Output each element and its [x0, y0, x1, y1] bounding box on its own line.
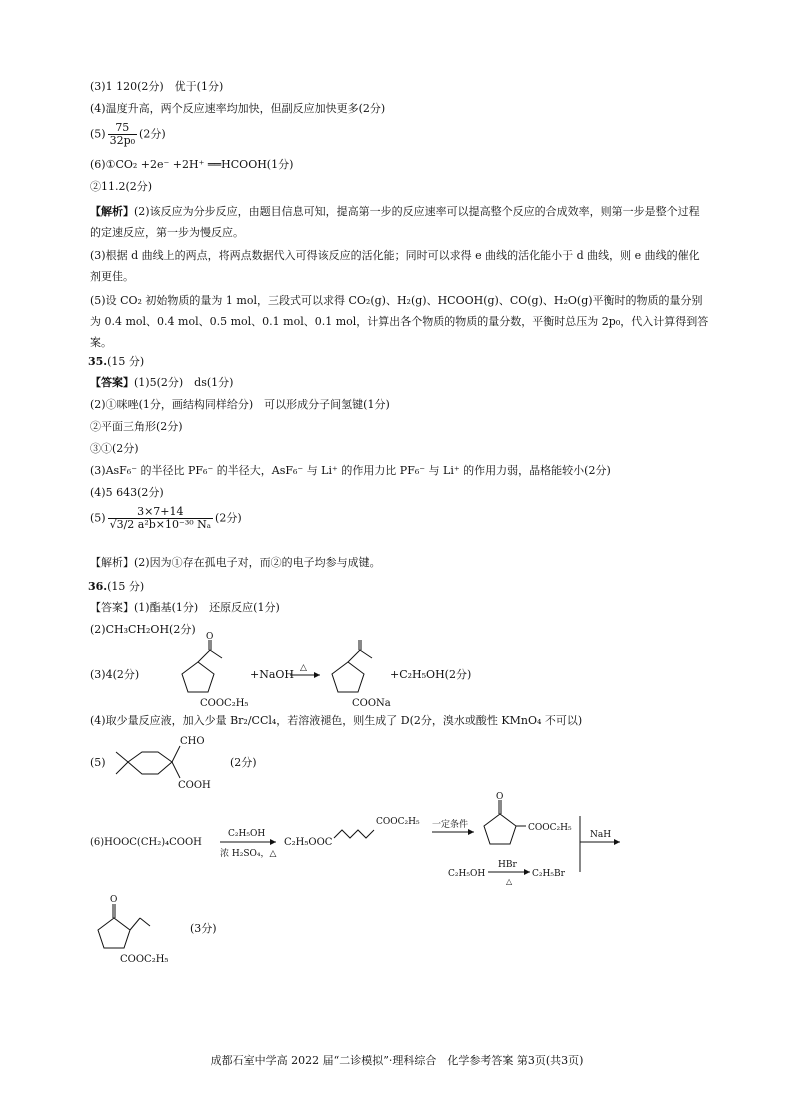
score-6: (3分)	[190, 922, 217, 935]
bond	[172, 746, 180, 762]
oxygen-label: O	[110, 895, 118, 905]
bond	[172, 762, 180, 778]
q36-answer-1: 【答案】(1)酯基(1分) 还原反应(1分)	[90, 601, 280, 614]
analysis-5: (5)设 CO₂ 初始物质的量为 1 mol，三段式可以求得 CO₂(g)、H₂(g)、HCOOH(g)、CO(g)、H₂O(g)平衡时的物质的量分别为 0.4 mol、0.4 mol、0.5 mol、0.1 mol、0.1 mol，计算出各个物质的物质的量分数，平衡时总压为 2p₀，代入计算得到答案。	[90, 294, 709, 349]
oxygen-label: O	[496, 792, 504, 802]
q36-answer-2: (2)CH₃CH₂OH(2分)	[90, 623, 196, 636]
fraction: $\frac{75}{\text{32p₀}}$	[109, 121, 136, 147]
ethyl-bond	[130, 918, 140, 930]
keto-ester-label: COOC₂H₅	[528, 823, 572, 833]
final-product	[80, 890, 280, 965]
cyclopentane-ring	[332, 662, 364, 692]
arrow-head	[614, 839, 620, 845]
answer-6b: ②11.2(2分)	[90, 180, 153, 193]
page-footer: 成都石室中学高 2022 届“二诊模拟”·理科综合 化学参考答案 第3页(共3页)	[210, 1054, 584, 1067]
cyclopentanone-ring	[98, 918, 130, 948]
adipic-acid-label: (6)HOOC(CH₂)₄COOH	[90, 837, 202, 848]
cooh-label: COOH	[178, 780, 211, 791]
methyl-bond	[116, 762, 128, 774]
arrow-head	[314, 672, 320, 678]
q36-answer-4: (4)取少量反应液，加入少量 Br₂/CCl₄，若溶液褪色，则生成了 D(2分，溴水或酸性 KMnO₄ 不可以)	[90, 714, 583, 727]
structure-5	[80, 732, 340, 792]
bond	[210, 650, 222, 658]
cho-label: CHO	[180, 736, 205, 747]
ethanol-label: +C₂H₅OH(2分)	[390, 668, 472, 681]
ethanol-label: C₂H₅OH	[448, 869, 486, 879]
score-5: (2分)	[230, 756, 257, 769]
q35-answer-4: (4)5 643(2分)	[90, 486, 164, 499]
label-5: (5)	[90, 756, 106, 769]
bond	[360, 650, 372, 658]
ethyl-bromide-label: C₂H₅Br	[532, 869, 565, 879]
q35-answer-3: (3)AsF₆⁻ 的半径比 PF₆⁻ 的半径大，AsF₆⁻ 与 Li⁺ 的作用力比 PF₆⁻ 与 Li⁺ 的作用力弱，晶格能较小(2分)	[90, 464, 611, 477]
arrow-head	[468, 829, 474, 835]
cyclopentane-ring	[182, 662, 214, 692]
q35-answer-2c: ③①(2分)	[90, 442, 139, 455]
reagent-ethanol: C₂H₅OH	[228, 829, 266, 839]
q35-answer-2b: ②平面三角形(2分)	[90, 420, 183, 433]
answer-6: (6)①CO₂ +2e⁻ +2H⁺ ══HCOOH(1分)	[90, 158, 294, 171]
q35-answer-5: (5) $\frac{3\times 7+14}{\text{√3/2 a²b×10⁻³⁰ Nₐ}}$ (2分)	[90, 505, 242, 531]
nah-label: NaH	[590, 830, 612, 840]
q35-answer-2: (2)①咪唑(1分，画结构同样给分) 可以形成分子间氢键(1分)	[90, 398, 390, 411]
zigzag-chain	[334, 830, 374, 838]
heat-label: △	[506, 877, 513, 886]
condition-label: 一定条件	[432, 820, 469, 830]
cyclohexane-ring	[128, 752, 172, 774]
analysis-2: 【解析】(2)该反应为分步反应，由题目信息可知，提高第一步的反应速率可以提高整个反应的合成效率，则第一步是整个过程的定速反应，第一步为慢反应。	[90, 205, 700, 239]
synthesis-route	[80, 790, 640, 890]
diester-left: C₂H₅OOC	[284, 837, 333, 848]
fraction: $\frac{3\times 7+14}{\text{√3/2 a²b×10⁻³⁰ Nₐ}}$	[109, 505, 212, 531]
reaction-3-label: (3)4(2分)	[90, 668, 140, 681]
naoh-label: +NaOH	[250, 668, 295, 681]
reaction-3	[80, 632, 530, 710]
answer-4: (4)温度升高，两个反应速率均加快，但副反应加快更多(2分)	[90, 102, 386, 115]
ethyl-bond	[140, 918, 150, 926]
arrow-head	[270, 839, 276, 845]
diester-right: COOC₂H₅	[376, 817, 420, 827]
answer-5: (5) $\frac{75}{\text{32p₀}}$ (2分)	[90, 121, 166, 147]
ester-label: COOC₂H₅	[200, 698, 249, 709]
q35-title: 35.(15 分)	[88, 355, 145, 368]
q35-analysis: 【解析】(2)因为①存在孤电子对，而②的电子均参与成键。	[90, 556, 381, 569]
cyclopentanone-ring	[484, 814, 516, 844]
bond	[348, 650, 360, 662]
oxygen-label: O	[206, 632, 214, 642]
carboxylate-label: COONa	[352, 698, 391, 709]
heat-label: △	[300, 663, 307, 673]
q35-answer-1: 【答案】(1)5(2分) ds(1分)	[90, 376, 234, 389]
analysis-3: (3)根据 d 曲线上的两点，将两点数据代入可得该反应的活化能；同时可以求得 e 曲线的活化能小于 d 曲线，则 e 曲线的催化剂更佳。	[90, 249, 700, 283]
answer-3: (3)1 120(2分) 优于(1分)	[90, 80, 224, 93]
reagent-acid: 浓 H₂SO₄，△	[220, 849, 277, 859]
hbr-label: HBr	[498, 860, 517, 870]
ester-label: COOC₂H₅	[120, 954, 169, 965]
q36-title: 36.(15 分)	[88, 580, 145, 593]
methyl-bond	[116, 752, 128, 762]
bond	[198, 650, 210, 662]
arrow-head	[524, 869, 530, 875]
